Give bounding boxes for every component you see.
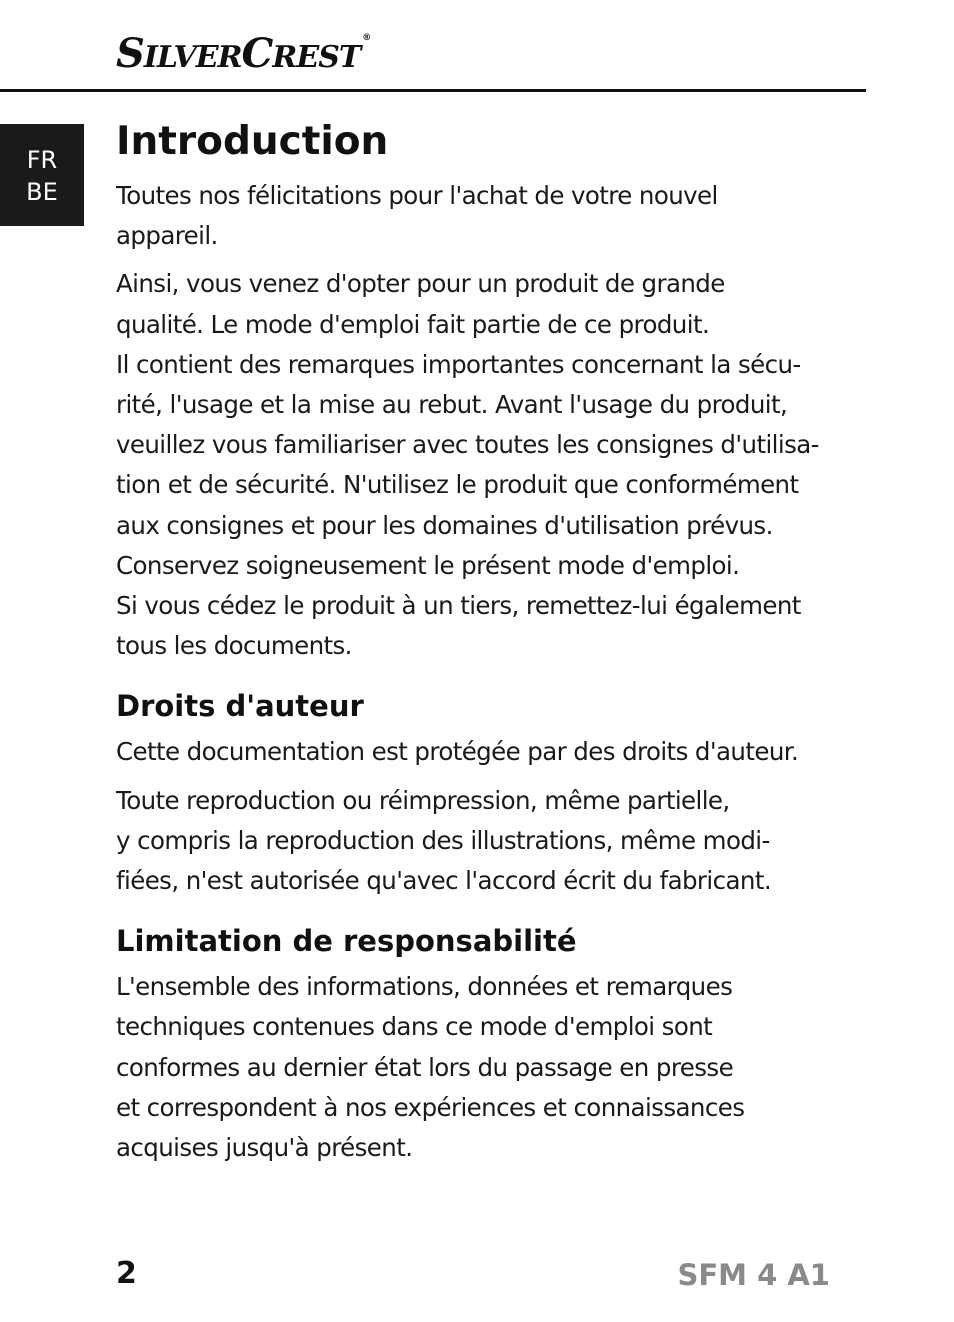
text-line: Il contient des remarques importantes concernant la sécu-: [116, 349, 801, 379]
text-line: rité, l'usage et la mise au rebut. Avant l'usage du produit,: [116, 390, 788, 420]
intro-paragraph-1: [116, 176, 856, 256]
text-line: et correspondent à nos expériences et connaissances: [116, 1092, 745, 1122]
brand-logo-part: S: [116, 30, 144, 77]
text-line: acquises jusqu'à présent.: [116, 1133, 413, 1163]
text-line: appareil.: [116, 221, 218, 251]
brand-logo-part: ILVER: [143, 40, 242, 75]
text-line: qualité. Le mode d'emploi fait partie de ce produit.: [116, 309, 710, 339]
liability-paragraph-1: [116, 967, 856, 1168]
text-line: L'ensemble des informations, données et remarques: [116, 972, 733, 1002]
section-title-liability: Limitation de responsabilité: [116, 924, 577, 959]
text-line: tion et de sécurité. N'utilisez le produit que conformément: [116, 470, 799, 500]
country-code: BE: [26, 178, 58, 206]
text-line: techniques contenues dans ce mode d'emploi sont: [116, 1012, 713, 1042]
copyright-paragraph-1: [116, 732, 856, 772]
text-line: Toutes nos félicitations pour l'achat de votre nouvel: [116, 181, 718, 210]
text-line: Cette documentation est protégée par des droits d'auteur.: [116, 737, 799, 767]
text-line: veuillez vous familiariser avec toutes les consignes d'utilisa-: [116, 430, 819, 460]
text-line: Si vous cédez le produit à un tiers, remettez-lui également: [116, 591, 801, 621]
text-line: Conservez soigneusement le présent mode d'emploi.: [116, 550, 740, 580]
page-number: 2: [116, 1256, 137, 1291]
text-line: tous les documents.: [116, 631, 352, 661]
brand-logo-part: C: [241, 30, 273, 77]
header-rule: [0, 89, 866, 92]
language-tab: [0, 124, 84, 226]
text-line: conformes au dernier état lors du passage en presse: [116, 1052, 734, 1082]
brand-logo-part: REST: [272, 40, 361, 75]
model-number: SFM 4 A1: [677, 1258, 830, 1292]
intro-paragraph-2: [116, 264, 856, 666]
page-content: [116, 116, 856, 1168]
text-line: aux consignes et pour les domaines d'utilisation prévus.: [116, 510, 773, 540]
registered-mark: ®: [362, 33, 371, 43]
section-title-introduction: Introduction: [116, 119, 389, 164]
section-title-copyright: Droits d'auteur: [116, 689, 364, 724]
text-line: y compris la reproduction des illustrations, même modi-: [116, 825, 770, 855]
text-line: Toute reproduction ou réimpression, même partielle,: [116, 785, 730, 815]
language-code: FR: [26, 146, 58, 174]
copyright-paragraph-2: [116, 781, 856, 902]
text-line: fiées, n'est autorisée qu'avec l'accord écrit du fabricant.: [116, 866, 772, 896]
text-line: Ainsi, vous venez d'opter pour un produit de grande: [116, 269, 725, 299]
brand-logo: [116, 30, 371, 77]
